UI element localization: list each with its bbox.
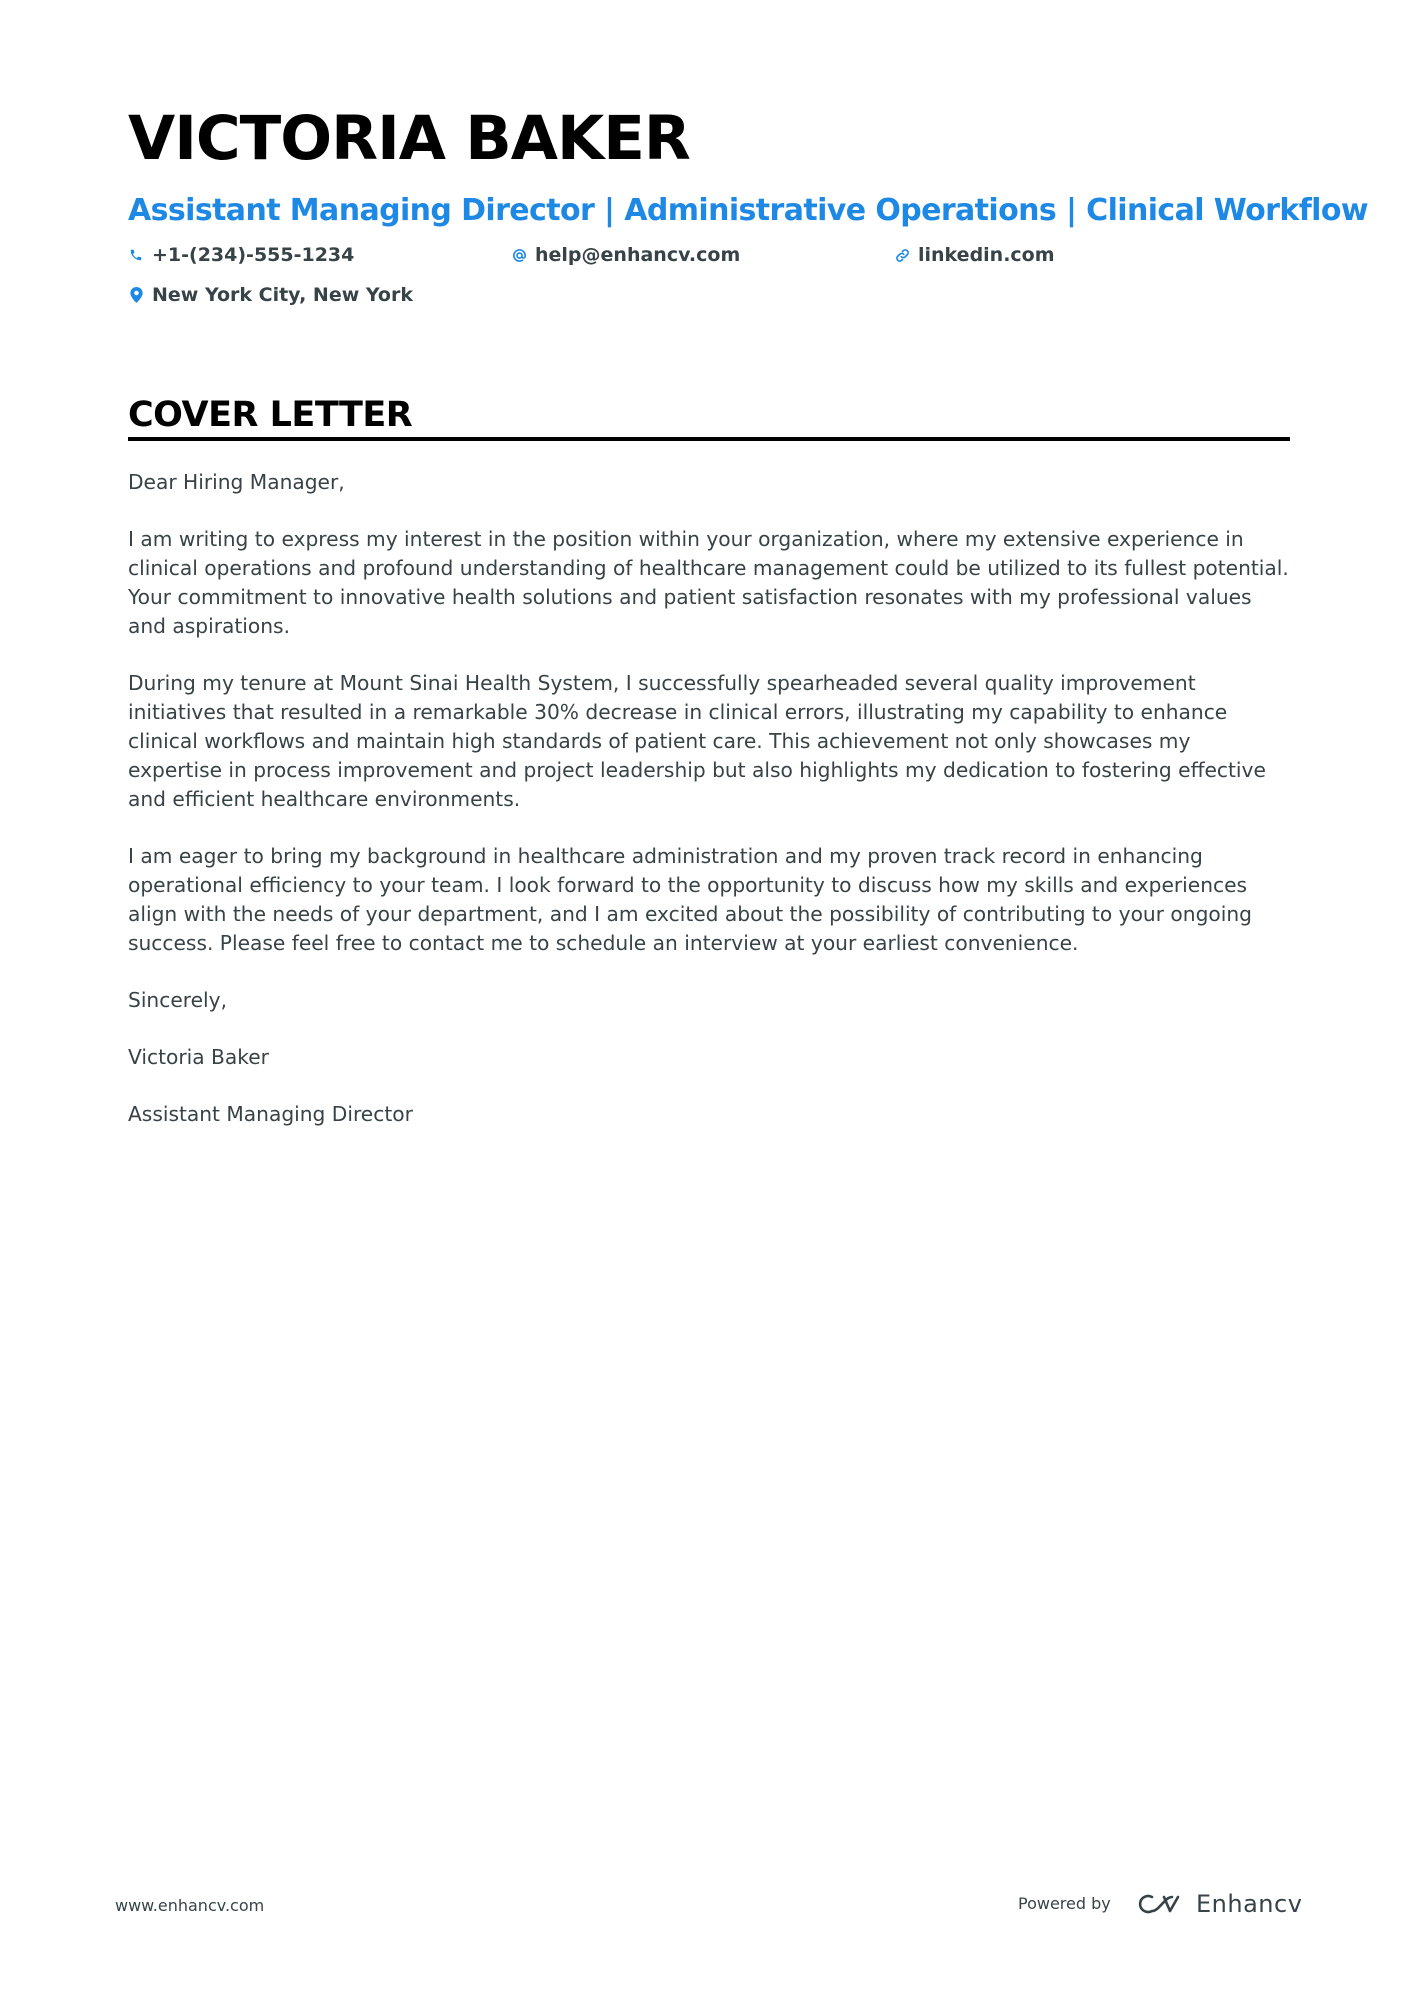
letter-closing: Sincerely, xyxy=(128,988,227,1012)
phone-text: +1-(234)-555-1234 xyxy=(152,244,355,266)
location-text: New York City, New York xyxy=(152,284,413,306)
letter-body xyxy=(128,468,1290,1157)
contact-email[interactable] xyxy=(511,242,740,268)
brand-name: Enhancv xyxy=(1196,1890,1303,1918)
section-divider xyxy=(128,437,1290,441)
contact-link[interactable] xyxy=(894,242,1055,268)
candidate-headline: Assistant Managing Director | Administrative Operations | Clinical Workflow xyxy=(128,193,1368,228)
footer-url[interactable]: www.enhancv.com xyxy=(115,1896,265,1915)
email-text: help@enhancv.com xyxy=(535,244,741,266)
link-text: linkedin.com xyxy=(918,244,1055,266)
at-icon xyxy=(511,246,527,264)
letter-salutation: Dear Hiring Manager, xyxy=(128,470,345,494)
letter-signature-name: Victoria Baker xyxy=(128,1045,269,1069)
letter-paragraph: I am writing to express my interest in the position within your organization, where my extensive experience in clinical operations and profound understanding of healthcare management could be utilized to its fullest potential. Your commitment to innovative health solutions and patient satisfaction resonates with my professional values and aspirations. xyxy=(128,527,1289,638)
phone-icon xyxy=(128,246,144,264)
powered-by-label: Powered by xyxy=(1018,1894,1111,1913)
letter-paragraph: I am eager to bring my background in healthcare administration and my proven track record in enhancing operational efficiency to your team. I look forward to the opportunity to discuss how my skills and experiences align with the needs of your department, and I am excited about the possibility of contributing to your ongoing success. Please feel free to contact me to schedule an interview at your earliest convenience. xyxy=(128,844,1252,955)
contact-location xyxy=(128,282,413,308)
letter-signature-title: Assistant Managing Director xyxy=(128,1102,413,1126)
map-pin-icon xyxy=(128,286,144,304)
candidate-name: VICTORIA BAKER xyxy=(128,103,690,174)
link-icon xyxy=(894,246,910,264)
contact-phone[interactable] xyxy=(128,242,354,268)
enhancv-logo-icon xyxy=(1138,1890,1186,1918)
letter-paragraph: During my tenure at Mount Sinai Health System, I successfully spearheaded several quality improvement initiatives that resulted in a remarkable 30% decrease in clinical errors, illustrating my capability to enhance clinical workflows and maintain high standards of patient care. This achievement not only showcases my expertise in process improvement and project leadership but also highlights my dedication to fostering effective and efficient healthcare environments. xyxy=(128,671,1266,811)
section-title: COVER LETTER xyxy=(128,395,413,435)
brand-logo[interactable] xyxy=(1138,1887,1302,1921)
